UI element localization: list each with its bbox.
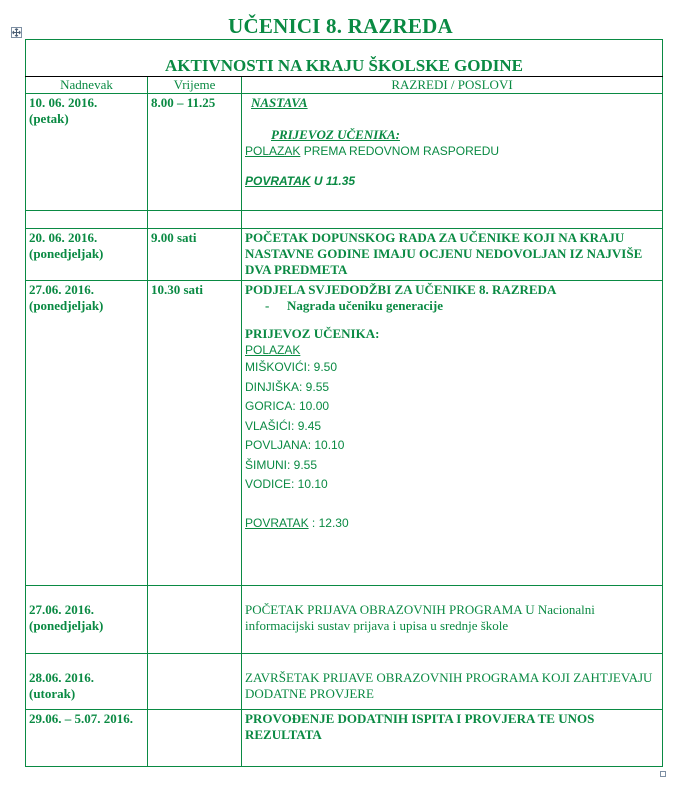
polazak-label: POLAZAK <box>245 144 301 158</box>
povratak-line <box>245 515 659 531</box>
table-row <box>26 229 663 281</box>
empty-cell <box>148 211 242 229</box>
table-row <box>26 281 663 586</box>
table-row <box>26 710 663 767</box>
date-text: 10. 06. 2016. <box>29 95 98 110</box>
date-text: 27.06. 2016. <box>29 282 94 297</box>
day-text: (ponedjeljak) <box>29 618 104 633</box>
time-cell <box>148 710 242 767</box>
day-text: (ponedjeljak) <box>29 298 104 313</box>
date-text: 29.06. – 5.07. 2016. <box>29 711 133 726</box>
bullet-text: Nagrada učeniku generacije <box>287 298 443 313</box>
povratak-label: POVRATAK <box>245 515 309 530</box>
header-time: Vrijeme <box>148 77 242 94</box>
povratak-text: : 12.30 <box>311 515 349 530</box>
dash-icon: - <box>265 298 270 313</box>
polazak-label: POLAZAK <box>245 343 301 357</box>
day-text: (petak) <box>29 111 69 126</box>
stop-item: VLAŠIĆI: 9.45 <box>245 418 322 433</box>
stops-list <box>245 358 659 495</box>
time-cell: 9.00 sati <box>148 229 242 281</box>
task-cell <box>242 94 663 211</box>
time-cell <box>148 654 242 710</box>
empty-row <box>26 211 663 229</box>
date-text: 28.06. 2016. <box>29 670 94 685</box>
time-cell: 8.00 – 11.25 <box>148 94 242 211</box>
stop-item: POVLJANA: 10.10 <box>245 438 345 452</box>
stop-item: VODICE: 10.10 <box>245 477 328 491</box>
subtitle-row <box>26 40 663 77</box>
table-subtitle: AKTIVNOSTI NA KRAJU ŠKOLSKE GODINE <box>26 40 663 77</box>
header-tasks: RAZREDI / POSLOVI <box>242 77 663 94</box>
prijevoz-heading: PRIJEVOZ UČENIKA: <box>271 127 400 142</box>
header-date: Nadnevak <box>26 77 148 94</box>
activities-table <box>25 39 663 767</box>
empty-cell <box>26 211 148 229</box>
date-text: 20. 06. 2016. <box>29 230 98 245</box>
prijevoz-heading: PRIJEVOZ UČENIKA: <box>245 326 380 341</box>
table-resize-handle[interactable] <box>660 771 666 777</box>
table-row <box>26 654 663 710</box>
day-text: (ponedjeljak) <box>29 246 104 261</box>
empty-cell <box>242 211 663 229</box>
date-cell <box>26 229 148 281</box>
page-title: UČENICI 8. RAZREDA <box>228 14 453 38</box>
date-cell <box>26 586 148 654</box>
task-cell: ZAVRŠETAK PRIJAVE OBRAZOVNIH PROGRAMA KOJI ZAHTJEVAJU DODATNE PROVJERE <box>242 654 663 710</box>
povratak-line <box>245 173 659 189</box>
nastava-label: NASTAVA <box>251 95 308 110</box>
stop-item: GORICA: 10.00 <box>245 399 330 413</box>
table-row <box>26 586 663 654</box>
povratak-text: U 11.35 <box>313 174 356 188</box>
date-cell <box>26 94 148 211</box>
date-cell <box>26 710 148 767</box>
polazak-line <box>245 143 659 159</box>
list-item <box>245 298 659 314</box>
povratak-label: POVRATAK <box>245 174 311 188</box>
time-cell: 10.30 sati <box>148 281 242 586</box>
polazak-text: PREMA REDOVNOM RASPOREDU <box>303 144 500 158</box>
podjela-heading: PODJELA SVJEDODŽBI ZA UČENIKE 8. RAZREDA <box>245 282 557 297</box>
task-cell <box>242 281 663 586</box>
stop-item: DINJIŠKA: 9.55 <box>245 379 330 394</box>
date-text: 27.06. 2016. <box>29 602 94 617</box>
day-text: (utorak) <box>29 686 76 701</box>
time-cell <box>148 586 242 654</box>
stop-item: ŠIMUNI: 9.55 <box>245 457 318 472</box>
stop-item: MIŠKOVIĆI: 9.50 <box>245 360 338 374</box>
task-cell: PROVOĐENJE DODATNIH ISPITA I PROVJERA TE UNOS REZULTATA <box>242 710 663 767</box>
date-cell <box>26 654 148 710</box>
header-row <box>26 77 663 94</box>
table-row <box>26 94 663 211</box>
task-cell: POČETAK PRIJAVA OBRAZOVNIH PROGRAMA U Nacionalni informacijski sustav prijava i upisa u srednje škole <box>242 586 663 654</box>
date-cell <box>26 281 148 586</box>
task-cell: POČETAK DOPUNSKOG RADA ZA UČENIKE KOJI NA KRAJU NASTAVNE GODINE IMAJU OCJENU NEDOVOLJAN IZ NAJVIŠE DVA PREDMETA <box>242 229 663 281</box>
